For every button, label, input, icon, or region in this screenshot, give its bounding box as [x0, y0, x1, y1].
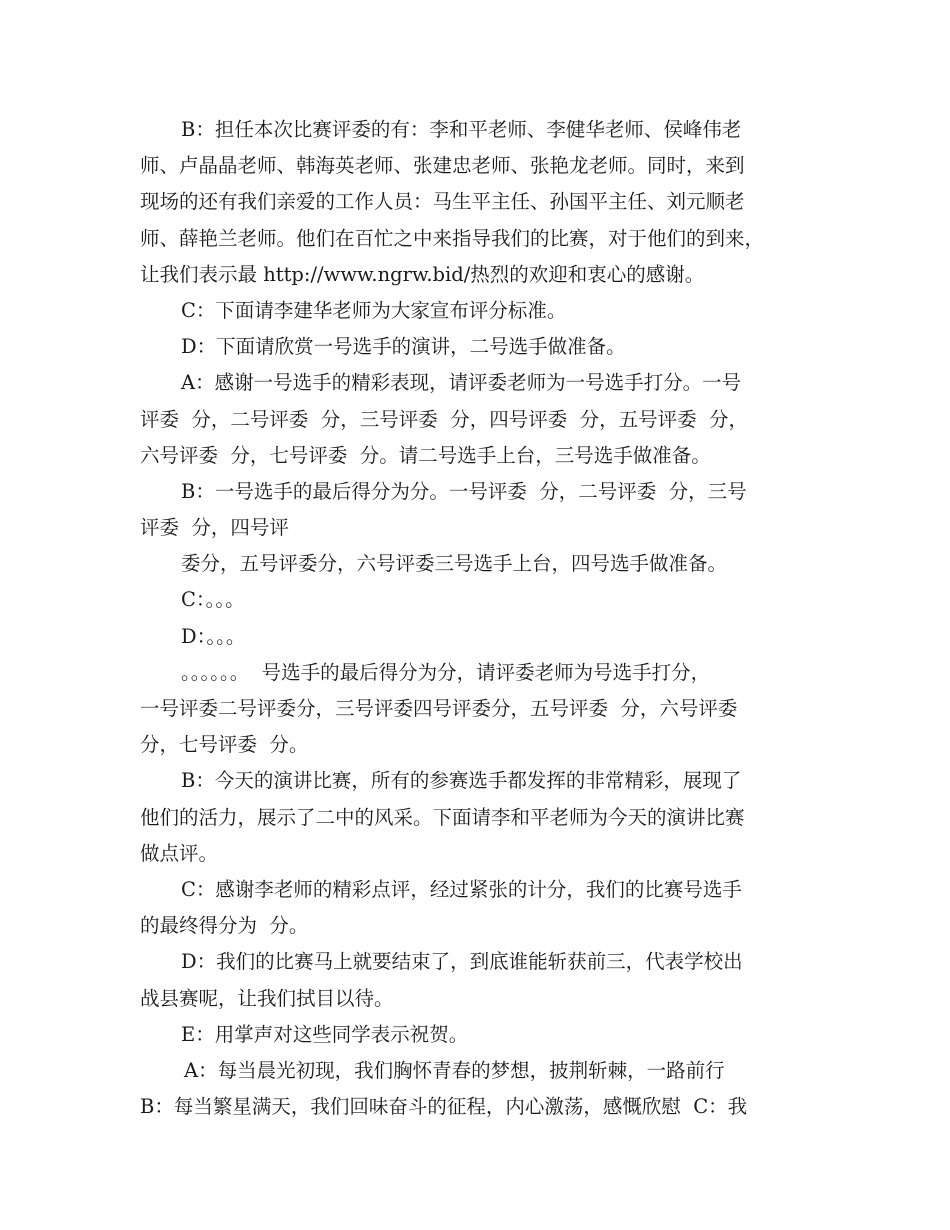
paragraph-line: 现场的还有我们亲爱的工作人员：马生平主任、孙国平主任、刘元顺老	[140, 190, 745, 214]
paragraph-line: 他们的活力，展示了二中的风采。下面请李和平老师为今天的演讲比赛	[140, 805, 745, 829]
paragraph-line: B：每当繁星满天，我们回味奋斗的征程，内心激荡，感慨欣慰 C：我	[140, 1095, 748, 1119]
paragraph-line: B：担任本次比赛评委的有：李和平老师、李健华老师、侯峰伟老	[181, 118, 742, 141]
paragraph-line: C：。。。	[181, 588, 245, 612]
paragraph-line: 师、卢晶晶老师、韩海英老师、张建忠老师、张艳龙老师。同时，来到	[140, 154, 745, 178]
paragraph-line: 分，七号评委 分。	[140, 733, 309, 757]
paragraph-line: D：。。。	[181, 624, 246, 648]
paragraph-line: 师、薛艳兰老师。他们在百忙之中来指导我们的比赛，对于他们的到来，	[140, 226, 765, 250]
paragraph-line: B：今天的演讲比赛，所有的参赛选手都发挥的非常精彩，展现了	[181, 769, 742, 793]
paragraph-line: D：下面请欣赏一号选手的演讲，二号选手做准备。	[181, 335, 626, 359]
paragraph-line: 委分，五号评委分，六号评委三号选手上台，四号选手做准备。	[181, 552, 728, 576]
paragraph-line: E：用掌声对这些同学表示祝贺。	[181, 1022, 469, 1046]
paragraph-line: D：我们的比赛马上就要结束了，到底谁能斩获前三，代表学校出	[181, 950, 743, 974]
paragraph-line: 六号评委 分，七号评委 分。请二号选手上台，三号选手做准备。	[140, 443, 711, 467]
paragraph-line: A：感谢一号选手的精彩表现，请评委老师为一号选手打分。一号	[181, 371, 742, 395]
document-body	[140, 112, 820, 1125]
paragraph-line: 的最终得分为 分。	[140, 914, 309, 938]
paragraph-line: 做点评。	[140, 841, 219, 865]
paragraph-line: C：感谢李老师的精彩点评，经过紧张的计分，我们的比赛号选手	[181, 877, 742, 901]
paragraph-line: B：一号选手的最后得分为分。一号评委 分，二号评委 分，三号	[181, 479, 747, 503]
paragraph-line: 评委 分，二号评委 分，三号评委 分，四号评委 分，五号评委 分，	[140, 407, 748, 431]
paragraph-line: 一号评委二号评委分，三号评委四号评委分，五号评委 分，六号评委	[140, 697, 738, 720]
paragraph-line: A：每当晨光初现，我们胸怀青春的梦想，披荆斩棘，一路前行	[184, 1058, 725, 1082]
paragraph-line: 战县赛呢，让我们拭目以待。	[140, 986, 394, 1010]
paragraph-line: 让我们表示最 http://www.ngrw.bid/热烈的欢迎和衷心的感谢。	[140, 262, 705, 286]
paragraph-line: 。。。。。。 号选手的最后得分为分，请评委老师为号选手打分，	[181, 660, 711, 684]
paragraph-line: C：下面请李建华老师为大家宣布评分标准。	[181, 298, 567, 322]
paragraph-line: 评委 分，四号评	[140, 516, 289, 540]
